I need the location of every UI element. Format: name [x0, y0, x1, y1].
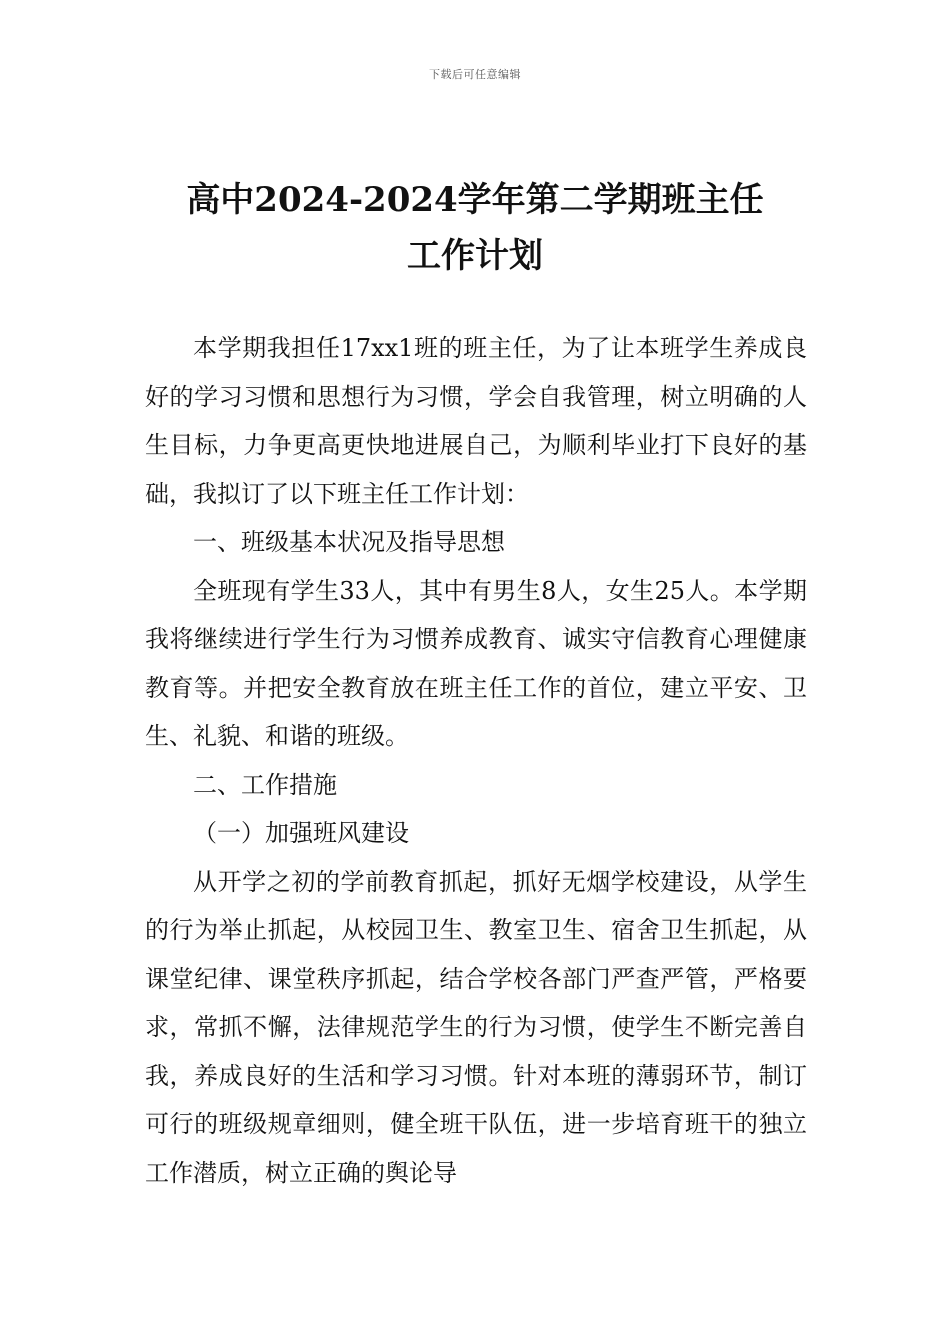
class-style-paragraph: 从开学之初的学前教育抓起，抓好无烟学校建设，从学生的行为举止抓起，从校园卫生、教室卫生、宿舍卫生抓起，从课堂纪律、课堂秩序抓起，结合学校各部门严查严管，严格要求，常抓不懈，法律规范学生的行为习惯，使学生不断完善自我，养成良好的生活和学习习惯。针对本班的薄弱环节，制订可行的班级规章细则，健全班干队伍，进一步培育班干的独立工作潜质，树立正确的舆论导 [145, 867, 807, 1187]
class-situation-paragraph: 全班现有学生33人，其中有男生8人，女生25人。本学期我将继续进行学生行为习惯养成教育、诚实守信教育心理健康教育等。并把安全教育放在班主任工作的首位，建立平安、卫生、礼貌、和谐的班级。 [145, 576, 807, 750]
document-body [145, 324, 807, 1197]
intro-paragraph: 本学期我担任17xx1班的班主任，为了让本班学生养成良好的学习习惯和思想行为习惯，学会自我管理，树立明确的人生目标，力争更高更快地进展自己，为顺利毕业打下良好的基础，我拟订了以下班主任工作计划： [145, 334, 807, 508]
header-note: 下载后可任意编辑 [429, 68, 521, 81]
section-heading-2: 二、工作措施 [193, 770, 337, 799]
title-line-1: 高中2024-2024学年第二学期班主任 [186, 180, 764, 220]
subsection-heading-1: （一）加强班风建设 [193, 819, 409, 847]
title-line-2: 工作计划 [407, 236, 543, 276]
document-title [0, 172, 950, 284]
section-heading-1: 一、班级基本状况及指导思想 [193, 528, 505, 556]
